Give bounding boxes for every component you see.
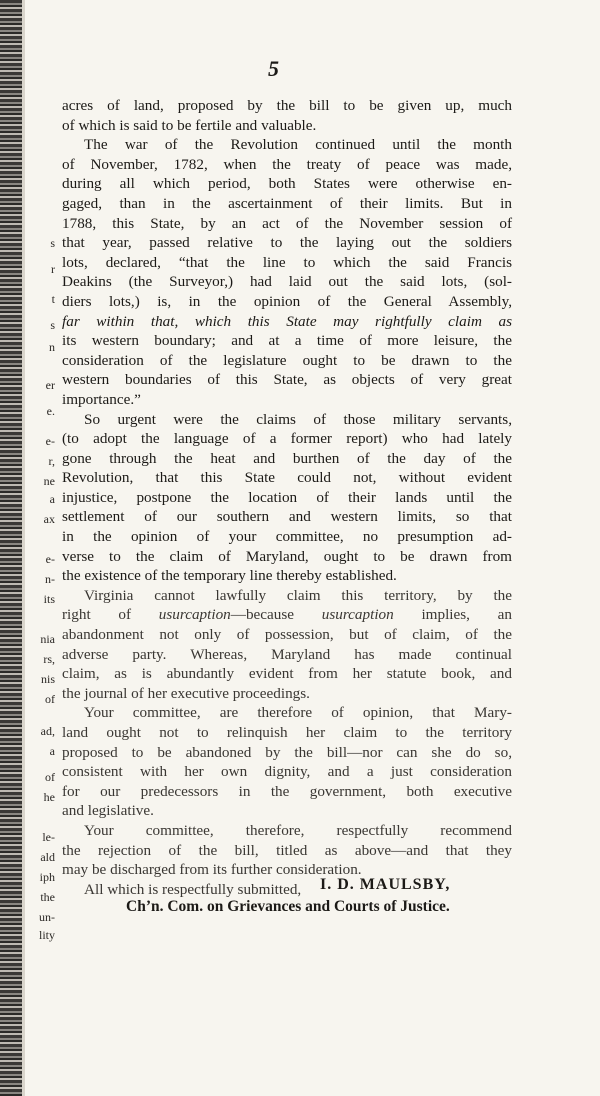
text-line: that year, passed relative to the laying out the soldiers — [62, 234, 512, 252]
facing-page-fragments — [25, 0, 57, 1096]
paragraph-2 — [62, 135, 512, 409]
margin-fragment: ne — [43, 474, 55, 488]
text-line: diers lots,) is, in the opinion of the General Assembly, — [62, 292, 512, 310]
text-line: of which is said to be fertile and valuable. — [62, 116, 317, 134]
margin-fragment: a — [49, 744, 55, 758]
text-line: right of usurcaption—because usurcaption implies, an — [62, 606, 513, 624]
margin-fragment: nis — [40, 672, 55, 686]
text-line: importance.” — [62, 390, 141, 408]
text-line: Your committee, therefore, respectfully recommend — [84, 821, 512, 839]
margin-fragment: e- — [45, 434, 55, 448]
text-line: gone through the heat and burthen of the day of the — [62, 449, 512, 467]
margin-fragment: n — [49, 340, 55, 354]
italic-term: usurcaption — [321, 606, 394, 624]
margin-fragment: e. — [46, 404, 55, 418]
signature-name: I. D. MAULSBY, — [320, 876, 451, 893]
text-line: acres of land, proposed by the bill to be given up, much — [62, 97, 512, 114]
text-line: may be discharged from its further consideration. — [62, 861, 362, 879]
margin-fragment: nia — [40, 632, 55, 646]
paragraph-5 — [62, 703, 512, 821]
margin-fragment: s — [50, 236, 55, 250]
margin-fragment: s — [50, 318, 55, 332]
text-line: consistent with her own dignity, and a just consideration — [62, 763, 512, 781]
text-line: Your committee, are therefore of opinion, that Mary- — [84, 704, 512, 722]
margin-fragment: er — [45, 378, 55, 392]
text-line: far within that, which this State may rightfully claim as — [62, 312, 512, 330]
text-line: So urgent were the claims of those military servants, — [84, 410, 512, 428]
text-line: adverse party. Whereas, Maryland has made continual — [62, 645, 512, 663]
text-line: (to adopt the language of a former report) who had lately — [62, 430, 512, 448]
text-line: during all which period, both States were otherwise en- — [62, 175, 512, 193]
text-line: claim, as is abundantly evident from her statute book, and — [62, 665, 512, 683]
margin-fragment: he — [43, 790, 55, 804]
text-line: consideration of the legislature ought to be drawn to the — [62, 351, 512, 369]
text-line: Virginia cannot lawfully claim this territory, by the — [84, 586, 512, 604]
margin-fragment: rs, — [43, 652, 55, 666]
text-line: The war of the Revolution continued until the month — [84, 136, 512, 154]
text-line: the existence of the temporary line thereby established. — [62, 567, 397, 585]
text-line: All which is respectfully submitted, — [84, 880, 302, 898]
text-line: injustice, postpone the location of their lands until the — [62, 488, 512, 506]
text-line: Revolution, that this State could not, without evident — [62, 469, 512, 487]
page-number: 5 — [268, 56, 279, 81]
text-line: for our predecessors in the government, both executive — [62, 782, 512, 800]
margin-fragment: ad, — [40, 724, 55, 738]
margin-fragment: e- — [45, 552, 55, 566]
margin-fragment: ald — [40, 850, 55, 864]
body-text — [62, 96, 512, 899]
margin-fragment: the — [40, 890, 55, 904]
book-binding-edge — [0, 0, 22, 1096]
text-line: verse to the claim of Maryland, ought to be drawn from — [62, 547, 512, 565]
margin-fragment: of — [45, 692, 55, 706]
text-line: western boundaries of this State, as objects of very great — [62, 371, 512, 389]
margin-fragment: lity — [38, 928, 55, 942]
text-line: proposed to be abandoned by the bill—nor can she do so, — [62, 743, 512, 761]
margin-fragment: n- — [45, 572, 55, 586]
signature-title: Ch’n. Com. on Grievances and Courts of Justice. — [126, 898, 450, 915]
text-line: and legislative. — [62, 802, 154, 820]
paragraph-3 — [62, 410, 512, 586]
margin-fragment: le- — [42, 830, 55, 844]
margin-fragment: r, — [48, 454, 55, 468]
margin-fragment: iph — [39, 870, 55, 884]
margin-fragment: of — [45, 770, 55, 784]
text-line: its western boundary; and at a time of more leisure, the — [62, 332, 512, 350]
margin-fragment: a — [49, 492, 55, 506]
text-line: abandonment not only of possession, but of claim, of the — [62, 626, 512, 644]
text-line: lots, declared, “that the line to which the said Francis — [62, 253, 512, 271]
text-line: the rejection of the bill, titled as above—and that they — [62, 841, 512, 859]
margin-fragment: un- — [39, 910, 55, 924]
italic-term: usurcaption — [158, 606, 231, 624]
paragraph-4 — [62, 586, 512, 704]
margin-fragment: t — [51, 292, 55, 306]
text-line: Deakins (the Surveyor,) had laid out the said lots, (sol- — [62, 273, 512, 291]
text-line: of November, 1782, when the treaty of peace was made, — [62, 155, 512, 173]
margin-fragment: ax — [43, 512, 55, 526]
text-line: 1788, this State, by an act of the November session of — [62, 214, 512, 232]
paragraph-1 — [62, 96, 512, 135]
margin-fragment: r — [51, 262, 55, 276]
text-line: settlement of our southern and western limits, so that — [62, 508, 512, 526]
text-line: land ought not to relinquish her claim to the territory — [62, 724, 512, 741]
text-line: in the opinion of your committee, no presumption ad- — [62, 528, 512, 546]
text-line: the journal of her executive proceedings. — [62, 684, 310, 702]
margin-fragment: its — [43, 592, 55, 606]
text-line: gaged, than in the ascertainment of their limits. But in — [62, 194, 512, 212]
